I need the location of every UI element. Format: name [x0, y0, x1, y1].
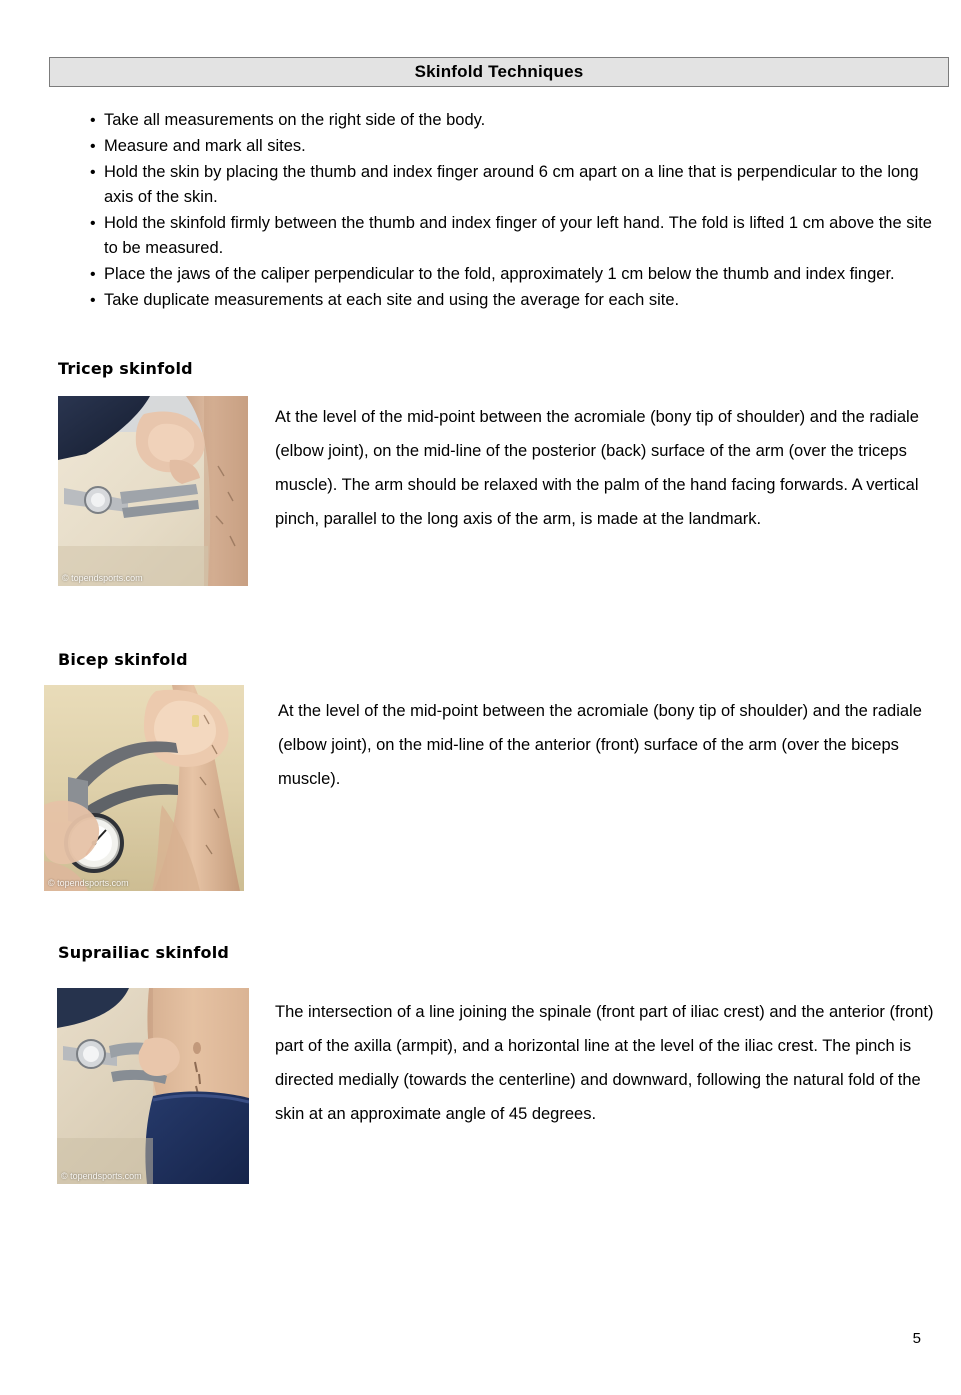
list-item-text: Hold the skin by placing the thumb and index finger around 6 cm apart on a line that is perpendicular to the long axis of the skin.: [104, 163, 919, 206]
section-text-bicep: At the level of the mid-point between the acromiale (bony tip of shoulder) and the radiale (elbow joint), on the mid-line of the anterior (front) surface of the arm (over the biceps muscle).: [278, 702, 922, 788]
list-item-text: Hold the skinfold firmly between the thumb and index finger of your left hand. The fold is lifted 1 cm above the site to be measured.: [104, 214, 932, 257]
list-item: [78, 288, 938, 313]
technique-bullet-list: [78, 108, 938, 314]
bicep-photo-art: [44, 685, 244, 891]
section-text-tricep: At the level of the mid-point between the acromiale (bony tip of shoulder) and the radiale (elbow joint), on the mid-line of the posterior (back) surface of the arm (over the triceps muscle). The arm should be relaxed with the palm of the hand facing forwards. A vertical pinch, parallel to the long axis of the arm, is made at the landmark.: [275, 408, 919, 528]
tricep-skinfold-photo: [58, 396, 248, 586]
photo-credit: © topendsports.com: [62, 573, 143, 583]
photo-credit: © topendsports.com: [61, 1171, 142, 1181]
page-number: 5: [912, 1330, 921, 1347]
list-item: [78, 108, 938, 133]
list-item-text: Take all measurements on the right side of the body.: [104, 111, 486, 129]
list-item-text: Measure and mark all sites.: [104, 137, 306, 155]
bullet-marker-icon: •: [90, 266, 96, 283]
section-heading-suprailiac: Suprailiac skinfold: [58, 943, 230, 962]
photo-credit: © topendsports.com: [48, 878, 129, 888]
bicep-skinfold-photo: [44, 685, 244, 891]
list-item: [78, 211, 938, 261]
list-item-text: Take duplicate measurements at each site and using the average for each site.: [104, 291, 680, 309]
bullet-marker-icon: •: [90, 112, 96, 129]
list-item-text: Place the jaws of the caliper perpendicular to the fold, approximately 1 cm below the thumb and index finger.: [104, 265, 895, 283]
page-title: Skinfold Techniques: [414, 62, 584, 81]
list-item: [78, 160, 938, 210]
tricep-photo-art: [58, 396, 248, 586]
bullet-marker-icon: •: [90, 164, 96, 181]
page-title-bar: [49, 57, 949, 87]
section-heading-tricep: Tricep skinfold: [58, 359, 193, 378]
list-item: [78, 134, 938, 159]
section-heading-bicep: Bicep skinfold: [58, 650, 188, 669]
suprailiac-skinfold-photo: [57, 988, 249, 1184]
section-text-suprailiac: The intersection of a line joining the spinale (front part of iliac crest) and the anterior (front) part of the axilla (armpit), and a horizontal line at the level of the iliac crest. The pinch is directed medially (towards the centerline) and downward, following the natural fold of the skin at an approximate angle of 45 degrees.: [275, 1003, 934, 1123]
list-item: [78, 262, 938, 287]
bullet-marker-icon: •: [90, 292, 96, 309]
bullet-marker-icon: •: [90, 215, 96, 232]
suprailiac-photo-art: [57, 988, 249, 1184]
bullet-marker-icon: •: [90, 138, 96, 155]
